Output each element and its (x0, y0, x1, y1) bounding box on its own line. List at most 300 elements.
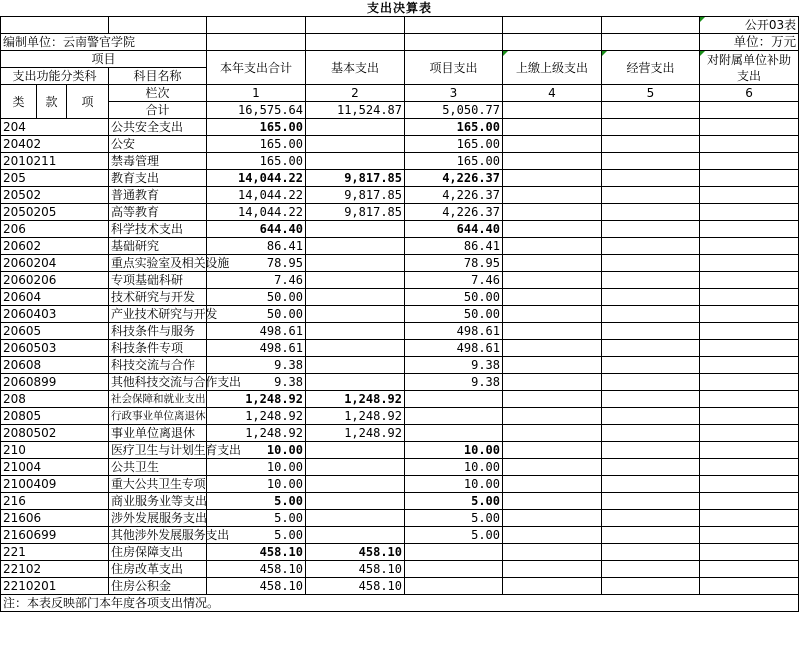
blank-cell (602, 391, 700, 408)
value-total: 5.00 (207, 493, 306, 510)
table-row (1, 238, 799, 255)
header-upper: 上缴上级支出 (503, 51, 602, 85)
value-project: 498.61 (405, 323, 503, 340)
blank-cell (700, 323, 799, 340)
blank-cell (700, 527, 799, 544)
value-project: 78.95 (405, 255, 503, 272)
value-basic (306, 493, 405, 510)
value-total: 165.00 (207, 119, 306, 136)
blank-cell (602, 340, 700, 357)
subject-code: 2060206 (1, 272, 109, 289)
subject-code: 2100409 (1, 476, 109, 493)
table-row (1, 170, 799, 187)
blank-cell (602, 136, 700, 153)
blank-cell (700, 102, 799, 119)
subject-code: 216 (1, 493, 109, 510)
blank-cell (503, 561, 602, 578)
subject-name: 普通教育 (109, 187, 207, 204)
header-lei: 类 (1, 85, 37, 119)
value-total: 5.00 (207, 527, 306, 544)
value-basic (306, 442, 405, 459)
blank-cell (503, 357, 602, 374)
value-project: 50.00 (405, 289, 503, 306)
table-row (1, 527, 799, 544)
value-basic (306, 119, 405, 136)
value-basic (306, 357, 405, 374)
value-basic (306, 476, 405, 493)
subject-name: 重点实验室及相关设施 (109, 255, 207, 272)
blank-cell (700, 187, 799, 204)
table-row (1, 255, 799, 272)
value-basic: 9,817.85 (306, 187, 405, 204)
table-row (1, 374, 799, 391)
blank-cell (700, 459, 799, 476)
blank-cell (700, 493, 799, 510)
blank-cell (207, 34, 306, 51)
value-project (405, 561, 503, 578)
subject-code: 2060204 (1, 255, 109, 272)
value-project: 10.00 (405, 442, 503, 459)
blank-cell (503, 221, 602, 238)
table-row (1, 187, 799, 204)
blank-cell (700, 425, 799, 442)
blank-cell (602, 425, 700, 442)
value-project: 498.61 (405, 340, 503, 357)
blank-cell (602, 255, 700, 272)
subject-name: 公安 (109, 136, 207, 153)
subject-name: 医疗卫生与计划生育支出 (109, 442, 207, 459)
value-project (405, 544, 503, 561)
blank-cell (602, 153, 700, 170)
blank-cell (503, 425, 602, 442)
subject-name: 专项基础科研 (109, 272, 207, 289)
subject-name: 产业技术研究与开发 (109, 306, 207, 323)
blank-cell (306, 34, 405, 51)
blank-cell (602, 187, 700, 204)
value-project: 644.40 (405, 221, 503, 238)
subject-name: 科技条件与服务 (109, 323, 207, 340)
table-row (1, 289, 799, 306)
value-total: 498.61 (207, 340, 306, 357)
blank-cell (503, 323, 602, 340)
value-project (405, 425, 503, 442)
subject-code: 2060403 (1, 306, 109, 323)
header-basic: 基本支出 (306, 51, 405, 85)
value-basic: 458.10 (306, 561, 405, 578)
table-row (1, 425, 799, 442)
sum-row (1, 102, 799, 119)
blank-cell (503, 119, 602, 136)
blank-cell (503, 17, 602, 34)
subject-code: 20602 (1, 238, 109, 255)
table-row (1, 442, 799, 459)
value-total: 10.00 (207, 459, 306, 476)
value-basic: 9,817.85 (306, 204, 405, 221)
table-row (1, 408, 799, 425)
table-row (1, 459, 799, 476)
blank-cell (700, 119, 799, 136)
subject-name: 公共安全支出 (109, 119, 207, 136)
blank-cell (602, 34, 700, 51)
subject-name: 高等教育 (109, 204, 207, 221)
blank-cell (602, 357, 700, 374)
blank-cell (602, 493, 700, 510)
subject-code: 2060899 (1, 374, 109, 391)
value-project: 10.00 (405, 476, 503, 493)
value-basic (306, 238, 405, 255)
blank-cell (602, 102, 700, 119)
value-basic: 458.10 (306, 544, 405, 561)
blank-cell (602, 442, 700, 459)
blank-cell (700, 204, 799, 221)
subject-code: 208 (1, 391, 109, 408)
value-total: 165.00 (207, 153, 306, 170)
table-row (1, 357, 799, 374)
blank-cell (700, 442, 799, 459)
blank-cell (602, 289, 700, 306)
blank-cell (602, 272, 700, 289)
col-number-4: 4 (503, 85, 602, 102)
value-basic: 458.10 (306, 578, 405, 595)
subject-name: 社会保障和就业支出 (109, 391, 207, 408)
blank-cell (700, 578, 799, 595)
subject-name: 科技交流与合作 (109, 357, 207, 374)
blank-cell (207, 17, 306, 34)
value-basic (306, 374, 405, 391)
blank-cell (700, 255, 799, 272)
blank-cell (700, 374, 799, 391)
value-project: 7.46 (405, 272, 503, 289)
value-basic: 1,248.92 (306, 425, 405, 442)
col-number-1: 1 (207, 85, 306, 102)
value-project: 5.00 (405, 493, 503, 510)
subject-name: 禁毒管理 (109, 153, 207, 170)
value-project: 4,226.37 (405, 204, 503, 221)
blank-cell (602, 510, 700, 527)
blank-cell (503, 204, 602, 221)
table-row (1, 153, 799, 170)
table-row (1, 391, 799, 408)
col-number-6: 6 (700, 85, 799, 102)
code-row (1, 17, 799, 34)
header-col-no: 栏次 (109, 85, 207, 102)
value-basic (306, 510, 405, 527)
title-row (1, 0, 799, 17)
header-row-3 (1, 85, 799, 102)
value-total: 644.40 (207, 221, 306, 238)
blank-cell (602, 170, 700, 187)
subject-code: 2210201 (1, 578, 109, 595)
value-project: 9.38 (405, 357, 503, 374)
blank-cell (700, 136, 799, 153)
blank-cell (503, 153, 602, 170)
blank-cell (700, 408, 799, 425)
blank-cell (503, 527, 602, 544)
blank-cell (602, 323, 700, 340)
blank-cell (503, 136, 602, 153)
col-number-2: 2 (306, 85, 405, 102)
header-subject-name: 科目名称 (109, 68, 207, 85)
value-basic (306, 136, 405, 153)
value-total: 10.00 (207, 442, 306, 459)
blank-cell (109, 17, 207, 34)
header-kuan: 款 (37, 85, 67, 119)
header-func-class: 支出功能分类科 (1, 68, 109, 85)
table-code: 公开03表 (700, 17, 799, 34)
blank-cell (503, 408, 602, 425)
table-row (1, 561, 799, 578)
blank-cell (700, 510, 799, 527)
blank-cell (503, 289, 602, 306)
value-project: 5.00 (405, 527, 503, 544)
subject-code: 205 (1, 170, 109, 187)
blank-cell (602, 221, 700, 238)
value-project: 4,226.37 (405, 170, 503, 187)
value-project: 10.00 (405, 459, 503, 476)
sum-total: 16,575.64 (207, 102, 306, 119)
value-project (405, 391, 503, 408)
blank-cell (503, 459, 602, 476)
subject-name: 其他涉外发展服务支出 (109, 527, 207, 544)
header-project: 项目支出 (405, 51, 503, 85)
subject-code: 2080502 (1, 425, 109, 442)
footnote: 注：本表反映部门本年度各项支出情况。 (1, 595, 799, 612)
subject-code: 20608 (1, 357, 109, 374)
value-total: 14,044.22 (207, 204, 306, 221)
subject-code: 2060503 (1, 340, 109, 357)
blank-cell (405, 34, 503, 51)
blank-cell (700, 238, 799, 255)
blank-cell (602, 306, 700, 323)
blank-cell (700, 153, 799, 170)
blank-cell (503, 34, 602, 51)
currency-unit: 单位：万元 (700, 34, 799, 51)
subject-code: 22102 (1, 561, 109, 578)
value-project: 165.00 (405, 136, 503, 153)
blank-cell (602, 17, 700, 34)
value-basic: 1,248.92 (306, 391, 405, 408)
header-business: 经营支出 (602, 51, 700, 85)
value-basic (306, 272, 405, 289)
subject-name: 科技条件专项 (109, 340, 207, 357)
unit-row (1, 34, 799, 51)
blank-cell (602, 527, 700, 544)
value-basic: 1,248.92 (306, 408, 405, 425)
blank-cell (700, 340, 799, 357)
compiling-unit: 编制单位：云南警官学院 (1, 34, 207, 51)
value-basic (306, 527, 405, 544)
blank-cell (503, 306, 602, 323)
blank-cell (700, 289, 799, 306)
subject-name: 住房公积金 (109, 578, 207, 595)
blank-cell (503, 442, 602, 459)
blank-cell (503, 340, 602, 357)
value-total: 78.95 (207, 255, 306, 272)
subject-code: 20402 (1, 136, 109, 153)
blank-cell (503, 170, 602, 187)
blank-cell (700, 272, 799, 289)
blank-cell (503, 544, 602, 561)
table-row (1, 136, 799, 153)
blank-cell (700, 306, 799, 323)
value-total: 458.10 (207, 561, 306, 578)
value-total: 1,248.92 (207, 425, 306, 442)
header-item: 项目 (1, 51, 207, 68)
value-total: 5.00 (207, 510, 306, 527)
blank-cell (503, 272, 602, 289)
value-total: 165.00 (207, 136, 306, 153)
subject-code: 221 (1, 544, 109, 561)
sum-project: 5,050.77 (405, 102, 503, 119)
value-total: 9.38 (207, 374, 306, 391)
subject-name: 商业服务业等支出 (109, 493, 207, 510)
subject-name: 住房改革支出 (109, 561, 207, 578)
sum-label: 合计 (109, 102, 207, 119)
blank-cell (306, 17, 405, 34)
table-row (1, 306, 799, 323)
blank-cell (700, 391, 799, 408)
value-project: 4,226.37 (405, 187, 503, 204)
blank-cell (503, 510, 602, 527)
blank-cell (602, 459, 700, 476)
col-number-5: 5 (602, 85, 700, 102)
subject-name: 涉外发展服务支出 (109, 510, 207, 527)
subject-code: 2160699 (1, 527, 109, 544)
subject-code: 20604 (1, 289, 109, 306)
header-xiang: 项 (67, 85, 109, 119)
value-total: 9.38 (207, 357, 306, 374)
subject-code: 20605 (1, 323, 109, 340)
subject-name: 行政事业单位离退休 (109, 408, 207, 425)
value-total: 50.00 (207, 289, 306, 306)
subject-name: 技术研究与开发 (109, 289, 207, 306)
value-project: 165.00 (405, 153, 503, 170)
blank-cell (405, 17, 503, 34)
value-total: 1,248.92 (207, 408, 306, 425)
table-row (1, 510, 799, 527)
subject-code: 204 (1, 119, 109, 136)
header-row-1 (1, 51, 799, 68)
value-project: 165.00 (405, 119, 503, 136)
value-project: 50.00 (405, 306, 503, 323)
subject-code: 210 (1, 442, 109, 459)
subject-code: 2050205 (1, 204, 109, 221)
blank-cell (602, 204, 700, 221)
blank-cell (602, 544, 700, 561)
value-project: 9.38 (405, 374, 503, 391)
value-basic (306, 221, 405, 238)
value-total: 458.10 (207, 578, 306, 595)
value-total: 50.00 (207, 306, 306, 323)
value-basic (306, 340, 405, 357)
value-basic: 9,817.85 (306, 170, 405, 187)
subject-name: 基础研究 (109, 238, 207, 255)
value-total: 10.00 (207, 476, 306, 493)
blank-cell (503, 578, 602, 595)
sum-basic: 11,524.87 (306, 102, 405, 119)
blank-cell (503, 238, 602, 255)
subject-code: 20805 (1, 408, 109, 425)
blank-cell (503, 255, 602, 272)
blank-cell (602, 408, 700, 425)
blank-cell (602, 561, 700, 578)
value-total: 14,044.22 (207, 187, 306, 204)
value-basic (306, 153, 405, 170)
blank-cell (602, 238, 700, 255)
col-number-3: 3 (405, 85, 503, 102)
blank-cell (700, 170, 799, 187)
blank-cell (1, 17, 109, 34)
header-total: 本年支出合计 (207, 51, 306, 85)
page-title: 支出决算表 (367, 1, 433, 15)
value-total: 458.10 (207, 544, 306, 561)
blank-cell (503, 476, 602, 493)
blank-cell (503, 493, 602, 510)
subject-name: 重大公共卫生专项 (109, 476, 207, 493)
table-row (1, 493, 799, 510)
blank-cell (602, 578, 700, 595)
blank-cell (503, 102, 602, 119)
header-subsidy: 对附属单位补助支出 (700, 51, 799, 85)
subject-code: 2010211 (1, 153, 109, 170)
subject-code: 21004 (1, 459, 109, 476)
table-row (1, 272, 799, 289)
table-row (1, 578, 799, 595)
blank-cell (700, 221, 799, 238)
subject-name: 公共卫生 (109, 459, 207, 476)
table-row (1, 221, 799, 238)
blank-cell (602, 374, 700, 391)
value-project: 5.00 (405, 510, 503, 527)
table-row (1, 323, 799, 340)
blank-cell (602, 119, 700, 136)
value-total: 14,044.22 (207, 170, 306, 187)
value-total: 86.41 (207, 238, 306, 255)
value-basic (306, 255, 405, 272)
subject-name: 科学技术支出 (109, 221, 207, 238)
value-basic (306, 289, 405, 306)
subject-code: 206 (1, 221, 109, 238)
subject-name: 住房保障支出 (109, 544, 207, 561)
table-row (1, 340, 799, 357)
table-row (1, 204, 799, 221)
blank-cell (700, 561, 799, 578)
blank-cell (700, 357, 799, 374)
value-total: 7.46 (207, 272, 306, 289)
value-project (405, 578, 503, 595)
note-row (1, 595, 799, 612)
value-total: 1,248.92 (207, 391, 306, 408)
value-basic (306, 459, 405, 476)
blank-cell (700, 544, 799, 561)
table-row (1, 544, 799, 561)
value-basic (306, 306, 405, 323)
subject-name: 事业单位离退休 (109, 425, 207, 442)
blank-cell (700, 476, 799, 493)
table-row (1, 476, 799, 493)
subject-code: 21606 (1, 510, 109, 527)
subject-name: 教育支出 (109, 170, 207, 187)
blank-cell (602, 476, 700, 493)
subject-name: 其他科技交流与合作支出 (109, 374, 207, 391)
value-project: 86.41 (405, 238, 503, 255)
subject-code: 20502 (1, 187, 109, 204)
blank-cell (503, 374, 602, 391)
table-row (1, 119, 799, 136)
blank-cell (503, 187, 602, 204)
blank-cell (503, 391, 602, 408)
value-basic (306, 323, 405, 340)
